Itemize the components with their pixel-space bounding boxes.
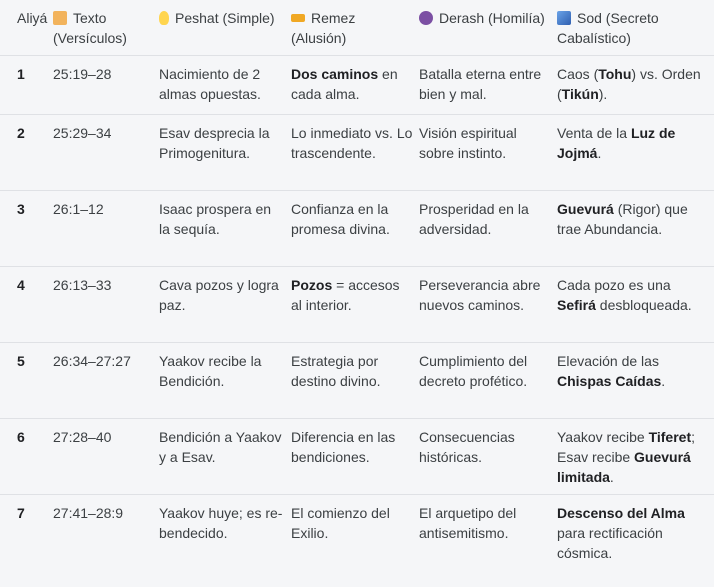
row-derash: Consecuencias históricas. <box>419 429 515 465</box>
table-header-row <box>0 0 714 56</box>
row-derash: El arquetipo del antisemitismo. <box>419 505 517 541</box>
table-row <box>0 343 714 419</box>
row-sod: Guevurá (Rigor) que trae Abundancia. <box>557 201 688 237</box>
row-sod: Cada pozo es una Sefirá desbloqueada. <box>557 277 692 313</box>
row-sod: Caos (Tohu) vs. Orden (Tikún). <box>557 66 701 102</box>
table-row <box>0 56 714 115</box>
header-aliya: Aliyá <box>17 10 48 26</box>
row-texto: 27:41–28:9 <box>53 505 124 521</box>
row-number: 5 <box>17 353 25 369</box>
table-row <box>0 419 714 495</box>
mystic-square-icon <box>557 11 571 25</box>
row-number: 4 <box>17 277 25 293</box>
lightbulb-icon <box>159 11 169 25</box>
header-texto: Texto (Versículos) <box>53 10 127 46</box>
row-peshat: Cava pozos y logra paz. <box>159 277 279 313</box>
row-texto: 26:13–33 <box>53 277 112 293</box>
row-number: 3 <box>17 201 25 217</box>
row-derash: Prosperidad en la adversidad. <box>419 201 529 237</box>
row-peshat: Isaac prospera en la sequía. <box>159 201 272 237</box>
row-remez: El comienzo del Exilio. <box>291 505 390 541</box>
row-peshat: Nacimiento de 2 almas opuestas. <box>159 66 261 102</box>
row-texto: 25:19–28 <box>53 66 112 82</box>
row-texto: 26:1–12 <box>53 201 104 217</box>
row-number: 7 <box>17 505 25 521</box>
row-peshat: Bendición a Yaakov y a Esav. <box>159 429 282 465</box>
row-remez: Estrategia por destino divino. <box>291 353 381 389</box>
row-remez: Pozos = accesos al interior. <box>291 277 400 313</box>
row-remez: Lo inmediato vs. Lo trascendente. <box>291 125 413 161</box>
row-peshat: Yaakov huye; es re-bendecido. <box>159 505 283 541</box>
speech-icon <box>419 11 433 25</box>
row-peshat: Esav desprecia la Primogenitura. <box>159 125 270 161</box>
row-remez: Confianza en la promesa divina. <box>291 201 390 237</box>
row-sod: Elevación de las Chispas Caídas. <box>557 353 666 389</box>
table-row <box>0 115 714 191</box>
row-sod: Venta de la Luz de Jojmá. <box>557 125 676 161</box>
table-row <box>0 191 714 267</box>
key-icon <box>291 14 305 22</box>
row-peshat: Yaakov recibe la Bendición. <box>159 353 262 389</box>
row-number: 1 <box>17 66 25 82</box>
row-texto: 27:28–40 <box>53 429 112 445</box>
row-sod: Descenso del Alma para rectificación cósmica. <box>557 505 685 561</box>
row-derash: Cumplimiento del decreto profético. <box>419 353 528 389</box>
row-derash: Perseverancia abre nuevos caminos. <box>419 277 541 313</box>
row-number: 2 <box>17 125 25 141</box>
header-remez: Remez (Alusión) <box>291 10 356 46</box>
row-texto: 26:34–27:27 <box>53 353 131 369</box>
header-derash: Derash (Homilía) <box>419 0 557 55</box>
header-peshat: Peshat (Simple) <box>159 0 291 55</box>
header-sod: Sod (Secreto Cabalístico) <box>557 10 659 46</box>
row-texto: 25:29–34 <box>53 125 112 141</box>
table-row <box>0 267 714 343</box>
row-sod: Yaakov recibe Tiferet; Esav recibe Guevurá limitada. <box>557 429 696 485</box>
row-remez: Diferencia en las bendiciones. <box>291 429 396 465</box>
row-derash: Batalla eterna entre bien y mal. <box>419 66 542 102</box>
row-derash: Visión espiritual sobre instinto. <box>419 125 517 161</box>
row-remez: Dos caminos en cada alma. <box>291 66 398 102</box>
row-number: 6 <box>17 429 25 445</box>
scroll-icon <box>53 11 67 25</box>
table-row <box>0 495 714 587</box>
